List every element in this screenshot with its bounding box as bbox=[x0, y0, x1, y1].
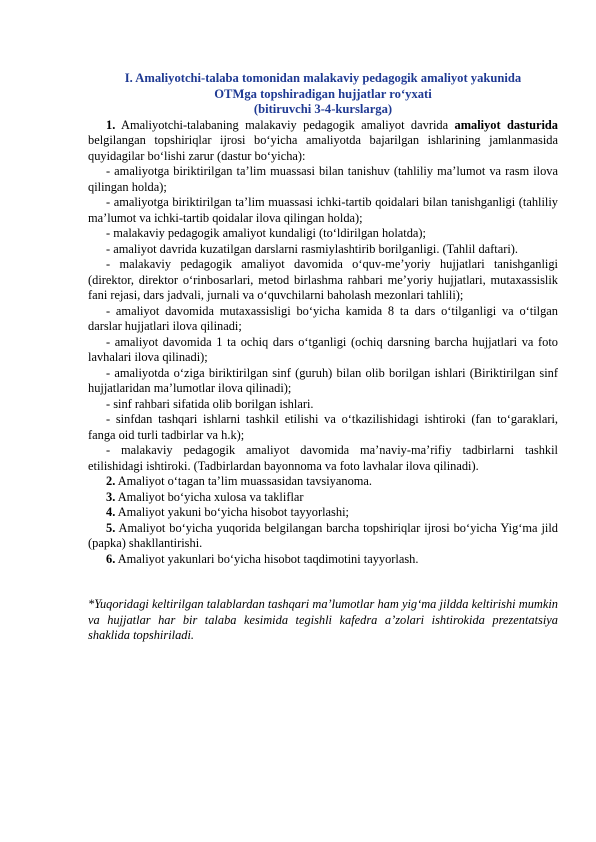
bullet-item: - amaliyotda o‘ziga biriktirilgan sinf (guruh) bilan olib borilgan ishlari (Biriktirilgan sinf hujjatlaridan ma’lumotlar ilova qilinadi); bbox=[88, 365, 558, 395]
bullet-item: - malakaviy pedagogik amaliyot kundaligi (to‘ldirilgan holatda); bbox=[106, 226, 427, 240]
item-6-number: 6. bbox=[106, 551, 116, 566]
item-4-paragraph bbox=[88, 505, 558, 521]
item-4-text: Amaliyot yakuni bo‘yicha hisobot tayyorlashi; bbox=[115, 505, 349, 519]
document-body bbox=[88, 71, 558, 644]
item-2-text: Amaliyot o‘tagan ta’lim muassasidan tavsiyanoma. bbox=[115, 474, 373, 488]
bullet-item: - amaliyot davrida kuzatilgan darslarni rasmiylashtirib borilganligi. (Tahlil daftari). bbox=[106, 241, 519, 256]
item-6-paragraph bbox=[88, 552, 558, 568]
item-1-text-a: Amaliyotchi-talabaning malakaviy pedagogik amaliyot davrida bbox=[115, 117, 455, 132]
bullet-item: - malakaviy pedagogik amaliyot davomida ma’naviy-ma’rifiy tadbirlarni tashkil etilishidagi ishtiroki. (Tadbirlardan bayonnoma va foto lavhalar ilova qilinadi). bbox=[88, 443, 558, 473]
item-3-text: Amaliyot bo‘yicha xulosa va takliflar bbox=[115, 489, 304, 504]
bullet-item: - amaliyotga biriktirilgan ta’lim muassasi bilan tanishuv (tahliliy ma’lumot va rasm ilova qilingan holda); bbox=[88, 164, 558, 194]
item-3-paragraph bbox=[88, 490, 558, 506]
item-1-text-c: belgilangan topshiriqlar ijrosi bo‘yicha amaliyotda bajarilgan ishlarining jamlanmasida quyidagilar bo‘lishi zarur (dastur bo‘yicha): bbox=[88, 133, 558, 163]
title-line-3: (bitiruvchi 3-4-kurslarga) bbox=[253, 102, 393, 116]
item-3-number: 3. bbox=[106, 489, 116, 504]
item-1-bold-phrase: amaliyot dasturida bbox=[454, 117, 558, 132]
page-title bbox=[88, 71, 558, 118]
item-1-number: 1. bbox=[106, 117, 116, 132]
bullet-item: - amaliyotga biriktirilgan ta’lim muassasi ichki-tartib qoidalari bilan tanishganligi (tahliliy ma’lumot va ichki-tartib qoidalar ilova qilingan holda); bbox=[88, 195, 558, 225]
title-line-1: I. Amaliyotchi-talaba tomonidan malakaviy pedagogik amaliyot yakunida bbox=[124, 71, 522, 85]
item-5-paragraph bbox=[88, 521, 558, 552]
footnote: *Yuqoridagi keltirilgan talablardan tashqari ma’lumotlar ham yig‘ma jildda keltirishi mumkin va hujjatlar har bir talaba kesimida tegishli kafedra a’zolari ishtirokida prezentatsiya shaklida topshiriladi. bbox=[88, 597, 558, 642]
bullet-item: - amaliyot davomida mutaxassisligi bo‘yicha kamida 8 ta dars o‘tilganligi va o‘tilgan darslar hujjatlari ilova qilinadi; bbox=[88, 303, 558, 333]
title-line-2: OTMga topshiradigan hujjatlar ro‘yxati bbox=[214, 86, 432, 101]
item-2-paragraph bbox=[88, 474, 558, 490]
bullet-item: - sinf rahbari sifatida olib borilgan ishlari. bbox=[106, 396, 314, 411]
item-6-text: Amaliyot yakunlari bo‘yicha hisobot taqdimotini tayyorlash. bbox=[115, 551, 419, 566]
item-5-text: Amaliyot bo‘yicha yuqorida belgilangan barcha topshiriqlar ijrosi bo‘yicha Yig‘ma jild (papka) shakllantirishi. bbox=[88, 520, 558, 550]
item-1-paragraph bbox=[88, 118, 558, 165]
item-5-number: 5. bbox=[106, 520, 116, 535]
bullet-item: - malakaviy pedagogik amaliyot davomida o‘quv-me’yoriy hujjatlari tanishganligi (direktor, direktor o‘rinbosarlari, metod birlashma rahbari me’yoriy hujjatlari, mutaxassislik fani rejasi, dars jadvali, jurnali va o‘quvchilarni baholash mezonlari tahlili); bbox=[88, 257, 558, 302]
item-2-number: 2. bbox=[106, 474, 116, 488]
item-4-number: 4. bbox=[106, 505, 116, 519]
bullet-item: - amaliyot davomida 1 ta ochiq dars o‘tganligi (ochiq darsning barcha hujjatlari va foto lavhalari ilova qilinadi); bbox=[88, 334, 558, 364]
bullet-item: - sinfdan tashqari ishlarni tashkil etilishi va o‘tkazilishidagi ishtiroki (fan to‘garaklari, fanga oid turli tadbirlar va h.k); bbox=[88, 412, 558, 442]
